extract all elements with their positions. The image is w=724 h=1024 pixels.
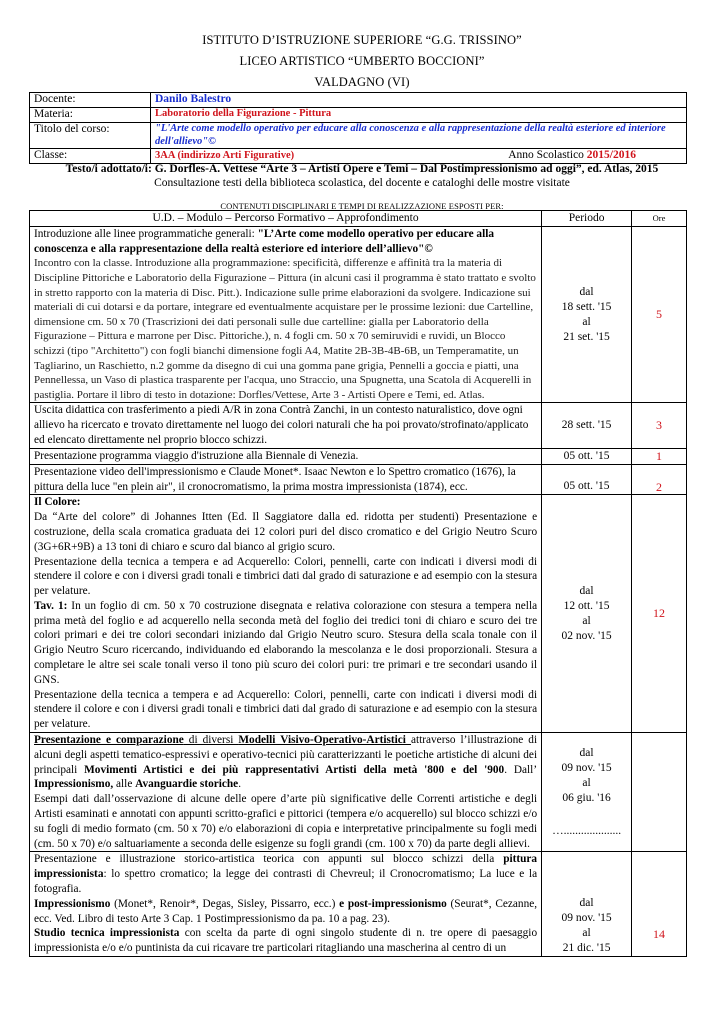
periodo-start: 18 sett. '15 — [561, 300, 612, 313]
col-periodo-header: Periodo — [542, 211, 632, 227]
paragraph: Esempi dati dall’osservazione di alcune delle opere d’arte più significative delle Correnti artistiche e degli Artisti esaminati e annotati con appunti scritto-grafici e pittorici (tempera e/o acquerello) sul blocco schizzi e/o su fogli di medio formato (cm. 50 x 70) e/o elaborazioni di copia e interpretative principalmente su fogli medi (cm. 50 x 70) e/o saltuariamente a seconda delle esigenze su fogli grandi (cm. 100 x 70) da parte degli allievi. — [34, 793, 538, 850]
tav-text: In un foglio di cm. 50 x 70 costruzione disegnata e relativa colorazione con stesura a tempera nella prima metà del foglio e ad acquerello nella seconda metà del foglio dei tredici toni di chiaro e scuro dei tre colori primari e dei tre colori secondari iniziando dal Grigio Neutro scuro. Stesura della scala tonale con il Grigio Neutro Scuro ricercando, individuando ed elaborando la mescolanza e le dosi proporzionali. Stesura a completare le altre sei scale tonali verso il tono più scuro dei colori puri: tre primari e tre secondari usando il GNS. — [34, 599, 538, 686]
row-content: Uscita didattica con trasferimento a piedi A/R in zona Contrà Zanchi, in un contesto naturalistico, dove ogni allievo ha ricercato e trovato direttamente nel luogo dei colori naturali che ha poi provato/strofinato/applicato ed elencato direttamente nel proprio blocco schizzi. — [30, 403, 542, 448]
col-ud-header: U.D. – Modulo – Percorso Formativo – Approfondimento — [30, 211, 542, 227]
row-ore: 14 — [632, 852, 687, 957]
bold-text: e post-impressionismo — [339, 897, 447, 910]
classe-value: 3AA (indirizzo Arti Figurative) — [155, 150, 295, 161]
table-row — [30, 495, 687, 733]
row-periodo — [542, 733, 632, 852]
row-periodo: 05 ott. '15 — [542, 448, 632, 464]
text: Presentazione e illustrazione storico-artistica teorica con appunti sul blocco schizzi della — [34, 853, 504, 866]
docente-row — [30, 93, 687, 108]
docente-value: Danilo Balestro — [151, 93, 687, 108]
bold-text: Avanguardie storiche — [135, 778, 239, 791]
periodo-end: 21 set. '15 — [563, 330, 610, 343]
text: attraverso l’illustrazione di alcuni degli aspetti tematico-espressivi e operativo-tecnici più caratterizzanti le poetiche artistiche di alcuni dei principali — [34, 734, 538, 776]
periodo-start: 12 ott. '15 — [563, 599, 610, 612]
row-periodo — [542, 495, 632, 733]
bold-text: Movimenti Artistici e dei più rappresentativi Artisti della metà '800 e del '900 — [84, 763, 505, 776]
row-body: Incontro con la classe. Introduzione alla programmazione: specificità, differenze e affinità tra la materia di Discipline Pittoriche e Laboratorio della Figurazione – Pittura (in alcuni casi il programma è stato trattato e svolto in stretto rapporto con la materia di Disc. Pitt.). Indicazione sulle prime elaborazioni da svolgere. Indicazione sui materiali di cui dotarsi e da portare, integrare ed eventualmente acquistare per le prossime lezioni: due Cartelline, dimensione cm. 50 x 70 (Trascrizioni dei dati personali sulle due cartelline: gialla per Laboratorio della Figurazione – Pittura e marrone per Disc. Pittoriche.), n. 4 fogli cm. 50 x 70 semiruvidi e ruvidi, un Blocco schizzi (tipo "Architetto") con fogli bianchi dimensione fogli A4, Matite 2B-3B-4B-6B, un Temperamatite, un Tagliarino, un Raschietto, n.2 gomme da disegno di cui una gomma pane grigia, Pennelli a goccia e piatti, una Pennellessa, un Vaso di plastica trasparente per l'acqua, uno Straccio, una Spugnetta, una Scatola di Acquerelli in pastiglia. Portare il libro di testo in dotazione: Dorfles/Vettese, Arte 3 - Artisti Opere e Temi, ed. Atlas. — [34, 257, 536, 401]
titolo-row — [30, 123, 687, 149]
periodo-dots: ….................... — [552, 824, 622, 837]
course-motto: "L’Arte come modello operativo per educare alla conoscenza e alla rappresentazione della realtà esteriore ed interiore dell’allievo"© — [34, 227, 495, 255]
periodo-al: al — [582, 614, 591, 627]
school-city: VALDAGNO (VI) — [314, 75, 410, 89]
docente-label: Docente: — [30, 93, 151, 108]
textbook-adopted: Testo/i adottato/i: G. Dorfles-A. Vettese “Arte 3 – Artisti Opere e Temi – Dal Postimpressionismo ad oggi”, ed. Atlas, 2015 — [65, 163, 659, 175]
text: alle — [113, 778, 136, 791]
table-row — [30, 448, 687, 464]
table-row — [30, 733, 687, 852]
paragraph: Presentazione della tecnica a tempera e ad Acquerello: Colori, pennelli, carte con indicati i diversi modi di stendere il colore e con i diversi gradi tonali e timbrici dati dal grado di saturazione e ad esempio con la stesura per velature. — [34, 688, 538, 731]
periodo-dal: dal — [579, 746, 594, 759]
periodo-start: 09 nov. '15 — [561, 912, 612, 925]
classe-label: Classe: — [30, 149, 151, 164]
paragraph — [34, 852, 537, 896]
table-row — [30, 852, 687, 957]
paragraph — [34, 733, 537, 792]
program-table — [29, 210, 687, 957]
row-content — [30, 495, 542, 733]
anno-value: 2015/2016 — [586, 149, 636, 161]
paragraph — [34, 599, 537, 688]
bold-text: Impressionismo — [34, 897, 111, 910]
bold-underlined: Presentazione e comparazione — [34, 734, 184, 747]
paragraph: Presentazione della tecnica a tempera e ad Acquerello: Colori, pennelli, carte con indicati i diversi modi di stendere il colore e con i diversi gradi tonali e timbrici dati dal grado di saturazione e ad esempio con la stesura per velature. — [34, 555, 538, 598]
textbook-block — [0, 162, 724, 190]
text: : lo spettro cromatico; la legge dei contrasti di Chevreul; il Cronocromatismo; La luce e la fotografia. — [34, 868, 538, 896]
text: (Seurat*, Cezanne, ecc. Ved. Libro di testo Arte 3 Cap. 1 Postimpressionismo da pa. 10 a pag. 23). — [34, 897, 538, 925]
contents-caption: CONTENUTI DISCIPLINARI E TEMPI DI REALIZZAZIONE ESPOSTI PER: — [220, 201, 504, 211]
periodo-end: 06 giu. '16 — [562, 791, 611, 804]
bold-text: pittura impressionista — [34, 853, 538, 881]
row-ore: 5 — [632, 226, 687, 403]
text: con scelta da parte di ogni singolo studente di n. tre opere di paesaggio impressionista e/o e/o puntinista da cui ricavare tre particolari ritagliando una mascherina al centro di un — [34, 927, 538, 955]
paragraph — [34, 897, 537, 927]
periodo-al: al — [582, 776, 591, 789]
row-periodo: 05 ott. '15 — [542, 464, 632, 495]
paragraph — [34, 926, 537, 956]
anno-scolastico — [508, 149, 682, 162]
row-content: Presentazione video dell'impressionismo e Claude Monet*. Isaac Newton e lo Spettro cromatico (1676), la pittura della luce "en plein air", il cronocromatismo, la prima mostra impressionista (1874), ecc. — [30, 464, 542, 495]
row-ore: 1 — [632, 448, 687, 464]
intro-text: Introduzione alle linee programmatiche generali: — [34, 227, 258, 240]
table-row — [30, 403, 687, 448]
row-ore: 12 — [632, 495, 687, 733]
periodo-dal: dal — [579, 897, 594, 910]
row-ore: 3 — [632, 403, 687, 448]
row-ore — [632, 733, 687, 852]
bold-underlined: Modelli Visivo-Operativo-Artistici — [238, 734, 411, 747]
anno-label: Anno Scolastico — [508, 149, 587, 161]
course-info-table — [29, 92, 687, 164]
underlined: di diversi — [183, 734, 239, 747]
materia-row — [30, 108, 687, 123]
school-branch: LICEO ARTISTICO “UMBERTO BOCCIONI” — [239, 54, 485, 68]
periodo-al: al — [582, 927, 591, 940]
row-content — [30, 852, 542, 957]
tav-label: Tav. 1: — [34, 599, 68, 612]
row-ore: 2 — [632, 464, 687, 495]
materia-value: Laboratorio della Figurazione - Pittura — [151, 108, 687, 123]
text: . Dall’ — [504, 763, 538, 776]
row-periodo — [542, 852, 632, 957]
table-row — [30, 226, 687, 403]
titolo-value: "L'Arte come modello operativo per educare alla conoscenza e alla rappresentazione della realtà esteriore ed interiore dell'allievo"© — [151, 123, 687, 149]
row-content — [30, 733, 542, 852]
row-periodo — [542, 226, 632, 403]
bold-text: Studio tecnica impressionista — [34, 927, 180, 940]
school-name: ISTITUTO D’ISTRUZIONE SUPERIORE “G.G. TRISSINO” — [202, 33, 522, 47]
periodo-dal: dal — [579, 584, 594, 597]
periodo-dal: dal — [579, 285, 594, 298]
periodo-start: 09 nov. '15 — [561, 761, 612, 774]
titolo-label: Titolo del corso: — [30, 123, 151, 149]
consultation-note: Consultazione testi della biblioteca scolastica, del docente e cataloghi delle mostre visitate — [154, 177, 570, 189]
periodo-al: al — [582, 315, 591, 328]
text: (Monet*, Renoir*, Degas, Sisley, Pissarro, ecc.) — [110, 897, 340, 910]
table-row — [30, 464, 687, 495]
row-periodo: 28 sett. '15 — [542, 403, 632, 448]
row-content — [30, 226, 542, 403]
col-ore-header: Ore — [632, 211, 687, 227]
school-header — [0, 0, 724, 93]
paragraph: Da “Arte del colore” di Johannes Itten (Ed. Il Saggiatore dalla ed. ridotta per studenti) Presentazione e costruzione, della scala cromatica graduata dei 12 colori puri del disco cromatico e del Grigio Neutro Scuro (3G+6R+9B) a 13 toni di chiaro e scuro dal bianco al grigio scuro. — [34, 511, 538, 553]
row-content: Presentazione programma viaggio d'istruzione alla Biennale di Venezia. — [30, 448, 542, 464]
periodo-end: 21 dic. '15 — [562, 942, 611, 955]
program-header-row — [30, 211, 687, 227]
text: . — [238, 778, 242, 791]
section-title: Il Colore: — [34, 496, 81, 509]
periodo-end: 02 nov. '15 — [561, 629, 612, 642]
materia-label: Materia: — [30, 108, 151, 123]
bold-text: Impressionismo, — [34, 778, 114, 791]
